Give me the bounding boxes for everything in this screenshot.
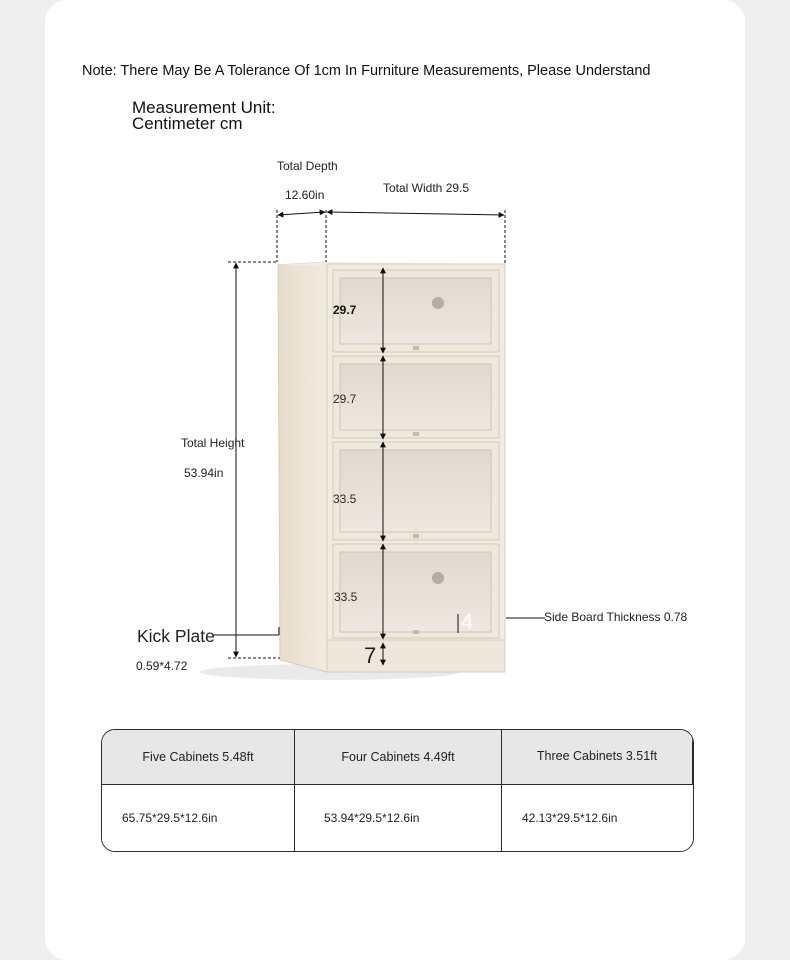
kick-height-callout: 7 — [364, 643, 377, 668]
table-cell-four: 53.94*29.5*12.6in — [295, 785, 502, 851]
door-1 — [333, 270, 499, 352]
decor-object — [432, 297, 444, 309]
tolerance-note: Note: There May Be A Tolerance Of 1cm In Furniture Measurements, Please Understand — [82, 63, 651, 79]
cabinet-side-panel — [278, 262, 327, 672]
cabinet-doors — [333, 270, 499, 638]
side-board-label: Side Board Thickness 0.78 — [544, 610, 688, 624]
table-cell-three: 42.13*29.5*12.6in — [502, 785, 693, 851]
size-table — [101, 729, 694, 852]
width-arrow — [327, 212, 504, 215]
door-knob — [413, 630, 419, 634]
total-depth-value: 12.60in — [285, 188, 325, 202]
table-cell-five: 65.75*29.5*12.6in — [102, 785, 295, 851]
compartment-3-height: 33.5 — [333, 492, 357, 506]
door-3 — [333, 442, 499, 540]
door-2 — [333, 356, 499, 438]
door-knob — [413, 432, 419, 436]
measurement-unit-value: Centimeter cm — [132, 114, 243, 133]
kick-plate-label: Kick Plate — [137, 626, 215, 646]
door-knob — [413, 346, 419, 350]
door-4 — [333, 544, 499, 638]
kick-plate-value: 0.59*4.72 — [136, 659, 188, 673]
door-knob — [413, 534, 419, 538]
total-height-value: 53.94in — [184, 466, 224, 480]
compartment-1-height: 29.7 — [333, 303, 357, 317]
compartment-2-height: 29.7 — [333, 392, 357, 406]
table-header-four: Four Cabinets 4.49ft — [295, 730, 502, 785]
total-depth-label: Total Depth — [277, 159, 338, 173]
cabinet-base — [327, 640, 505, 672]
table-header-five: Five Cabinets 5.48ft — [102, 730, 295, 785]
compartment-4-height: 33.5 — [334, 590, 358, 604]
total-width-label: Total Width 29.5 — [383, 181, 470, 195]
side-board-callout: 4 — [461, 609, 474, 634]
table-header-three: Three Cabinets 3.51ft — [502, 730, 693, 785]
total-height-label: Total Height — [181, 436, 245, 450]
depth-arrow — [278, 212, 325, 215]
measurement-unit-title: Measurement Unit: — [132, 98, 276, 117]
decor-object — [432, 572, 444, 584]
